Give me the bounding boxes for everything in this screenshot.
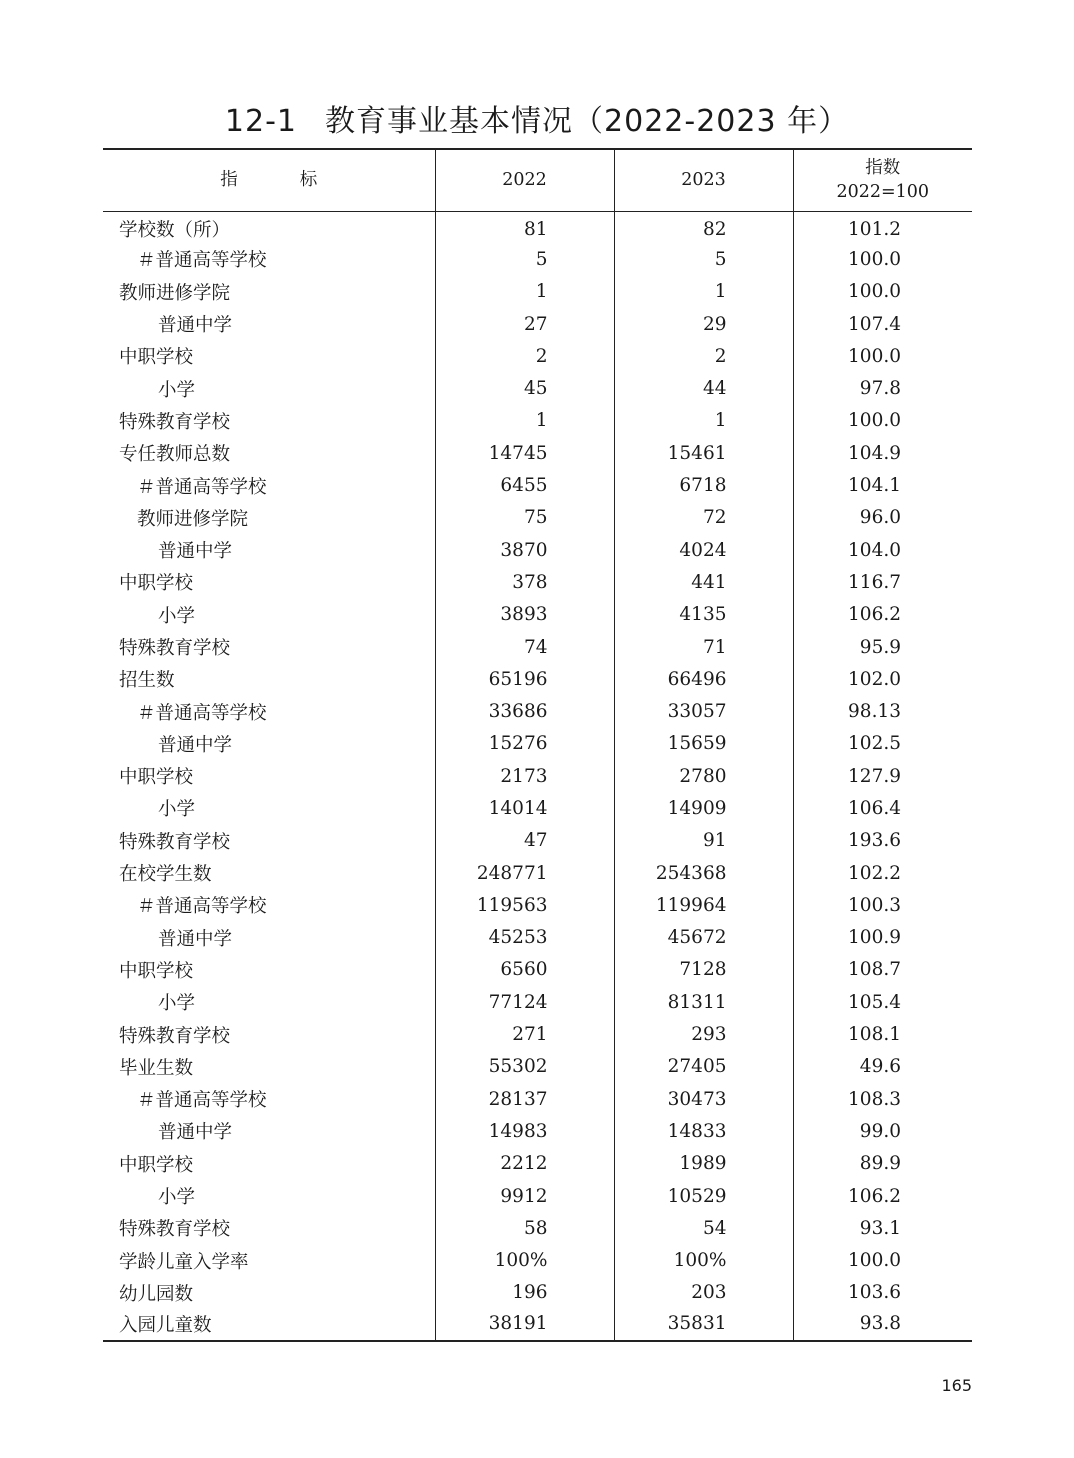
cell-2023: 2 (614, 340, 793, 372)
table-header (103, 149, 972, 211)
cell-2022: 81 (435, 211, 614, 243)
row-label: 学龄儿童入学率 (119, 1251, 249, 1273)
cell-2022: 77124 (435, 986, 614, 1018)
row-label: 中职学校 (119, 767, 194, 789)
cell-2023: 254368 (614, 857, 793, 889)
cell-2023: 91 (614, 825, 793, 857)
table-row (103, 760, 972, 792)
row-label: 毕业生数 (119, 1057, 194, 1079)
row-label: 招生数 (119, 670, 175, 692)
row-label: 普通中学 (158, 541, 233, 563)
cell-index: 101.2 (793, 211, 972, 243)
row-label: ＃普通高等学校 (137, 250, 267, 272)
cell-index: 108.1 (793, 1018, 972, 1050)
cell-2023: 30473 (614, 1083, 793, 1115)
header-2023: 2023 (614, 149, 793, 211)
cell-2023: 5 (614, 243, 793, 275)
row-label: 小学 (158, 605, 196, 627)
cell-2022: 74 (435, 631, 614, 663)
table-row (103, 792, 972, 824)
table-row (103, 857, 972, 889)
row-label: 中职学校 (119, 573, 194, 595)
cell-index: 49.6 (793, 1051, 972, 1083)
table-number: 12-1 (224, 104, 298, 139)
cell-index: 99.0 (793, 1115, 972, 1147)
cell-index: 89.9 (793, 1148, 972, 1180)
table-row (103, 1115, 972, 1147)
cell-index: 100.0 (793, 243, 972, 275)
table-row (103, 243, 972, 275)
cell-2022: 2212 (435, 1148, 614, 1180)
cell-2023: 29 (614, 308, 793, 340)
table-row (103, 1212, 972, 1244)
cell-index: 103.6 (793, 1277, 972, 1309)
table-row (103, 695, 972, 727)
row-label: 教师进修学院 (137, 508, 249, 530)
row-label: 普通中学 (158, 928, 233, 950)
cell-index: 106.2 (793, 599, 972, 631)
table-row (103, 631, 972, 663)
cell-2022: 75 (435, 502, 614, 534)
row-label: 中职学校 (119, 1154, 194, 1176)
cell-index: 100.0 (793, 405, 972, 437)
cell-2023: 10529 (614, 1180, 793, 1212)
cell-2023: 66496 (614, 663, 793, 695)
cell-2022: 38191 (435, 1309, 614, 1341)
cell-index: 104.1 (793, 469, 972, 501)
row-label: 入园儿童数 (103, 1309, 435, 1341)
table-row (103, 922, 972, 954)
table-row (103, 1083, 972, 1115)
row-label: 教师进修学院 (119, 282, 231, 304)
cell-2022: 55302 (435, 1051, 614, 1083)
table-row (103, 502, 972, 534)
cell-index: 95.9 (793, 631, 972, 663)
cell-2023: 33057 (614, 695, 793, 727)
cell-2022: 14014 (435, 792, 614, 824)
table-row (103, 372, 972, 404)
table-row (103, 1018, 972, 1050)
cell-index: 116.7 (793, 566, 972, 598)
header-index-line2: 2022=100 (836, 182, 930, 203)
cell-2022: 58 (435, 1212, 614, 1244)
cell-2023: 1 (614, 405, 793, 437)
cell-2022: 119563 (435, 889, 614, 921)
cell-index: 93.1 (793, 1212, 972, 1244)
row-label: ＃普通高等学校 (137, 1090, 267, 1112)
table-body (103, 211, 972, 1341)
education-stats-table (103, 148, 972, 1342)
table-row (103, 986, 972, 1018)
cell-index: 102.2 (793, 857, 972, 889)
cell-2022: 3893 (435, 599, 614, 631)
cell-index: 100.0 (793, 1245, 972, 1277)
cell-2023: 15461 (614, 437, 793, 469)
cell-2023: 81311 (614, 986, 793, 1018)
table-row (103, 405, 972, 437)
table-row (103, 825, 972, 857)
row-label: ＃普通高等学校 (137, 476, 267, 498)
cell-2023: 14909 (614, 792, 793, 824)
cell-index: 108.3 (793, 1083, 972, 1115)
page-number: 165 (941, 1376, 972, 1395)
table-row (103, 308, 972, 340)
cell-2022: 45 (435, 372, 614, 404)
row-label: 中职学校 (119, 347, 194, 369)
cell-2022: 1 (435, 276, 614, 308)
cell-2023: 293 (614, 1018, 793, 1050)
row-label: 中职学校 (119, 960, 194, 982)
table-row (103, 534, 972, 566)
row-label: 学校数（所） (119, 220, 231, 242)
cell-2023: 2780 (614, 760, 793, 792)
row-label: 在校学生数 (119, 864, 212, 886)
cell-2023: 203 (614, 1277, 793, 1309)
cell-index: 102.5 (793, 728, 972, 760)
cell-2022: 28137 (435, 1083, 614, 1115)
table-row (103, 1148, 972, 1180)
cell-2022: 1 (435, 405, 614, 437)
cell-2022: 2173 (435, 760, 614, 792)
cell-2023: 100% (614, 1245, 793, 1277)
cell-2023: 441 (614, 566, 793, 598)
table-row (103, 211, 972, 243)
row-label: 特殊教育学校 (119, 638, 231, 659)
table-title-text: 教育事业基本情况（2022-2023 年） (325, 104, 850, 139)
cell-2022: 47 (435, 825, 614, 857)
cell-2023: 44 (614, 372, 793, 404)
cell-2022: 6560 (435, 954, 614, 986)
cell-2023: 45672 (614, 922, 793, 954)
table-row (103, 599, 972, 631)
cell-index: 105.4 (793, 986, 972, 1018)
cell-2022: 15276 (435, 728, 614, 760)
cell-2022: 196 (435, 1277, 614, 1309)
cell-2023: 1989 (614, 1148, 793, 1180)
table-row (103, 276, 972, 308)
cell-2022: 14983 (435, 1115, 614, 1147)
cell-2023: 71 (614, 631, 793, 663)
cell-index: 100.0 (793, 340, 972, 372)
cell-2023: 7128 (614, 954, 793, 986)
cell-2022: 100% (435, 1245, 614, 1277)
header-2022: 2022 (435, 149, 614, 211)
table-row (103, 1180, 972, 1212)
cell-2022: 14745 (435, 437, 614, 469)
cell-2022: 27 (435, 308, 614, 340)
table-row (103, 1245, 972, 1277)
cell-2022: 3870 (435, 534, 614, 566)
cell-2023: 15659 (614, 728, 793, 760)
cell-2022: 6455 (435, 469, 614, 501)
row-label: 普通中学 (158, 734, 233, 756)
cell-2023: 54 (614, 1212, 793, 1244)
row-label: 小学 (158, 799, 196, 821)
cell-2022: 248771 (435, 857, 614, 889)
cell-2022: 5 (435, 243, 614, 275)
cell-index: 93.8 (793, 1309, 972, 1341)
cell-index: 108.7 (793, 954, 972, 986)
row-label: 小学 (158, 379, 196, 401)
row-label: 普通中学 (158, 1122, 233, 1144)
cell-index: 104.9 (793, 437, 972, 469)
cell-2022: 33686 (435, 695, 614, 727)
header-indicator (103, 149, 435, 211)
table-row (103, 1277, 972, 1309)
table-row (103, 1051, 972, 1083)
cell-index: 107.4 (793, 308, 972, 340)
cell-index: 96.0 (793, 502, 972, 534)
cell-index: 106.4 (793, 792, 972, 824)
cell-2022: 378 (435, 566, 614, 598)
cell-2023: 119964 (614, 889, 793, 921)
cell-index: 127.9 (793, 760, 972, 792)
cell-2022: 2 (435, 340, 614, 372)
cell-index: 102.0 (793, 663, 972, 695)
cell-index: 106.2 (793, 1180, 972, 1212)
cell-2023: 4135 (614, 599, 793, 631)
cell-index: 193.6 (793, 825, 972, 857)
cell-2023: 14833 (614, 1115, 793, 1147)
cell-2023: 6718 (614, 469, 793, 501)
cell-index: 98.13 (793, 695, 972, 727)
table-row (103, 1309, 972, 1341)
cell-2023: 27405 (614, 1051, 793, 1083)
table-row (103, 437, 972, 469)
table-row (103, 954, 972, 986)
row-label: 特殊教育学校 (119, 1025, 231, 1047)
cell-2022: 65196 (435, 663, 614, 695)
cell-2023: 4024 (614, 534, 793, 566)
row-label: 特殊教育学校 (119, 831, 231, 853)
cell-2022: 271 (435, 1018, 614, 1050)
table-row (103, 663, 972, 695)
table-row (103, 728, 972, 760)
row-label: 普通中学 (158, 315, 233, 337)
cell-index: 100.9 (793, 922, 972, 954)
cell-2022: 9912 (435, 1180, 614, 1212)
cell-2023: 1 (614, 276, 793, 308)
row-label: 特殊教育学校 (119, 1219, 231, 1241)
table-row (103, 340, 972, 372)
table-row (103, 566, 972, 598)
cell-2022: 45253 (435, 922, 614, 954)
row-label: 幼儿园数 (119, 1283, 194, 1305)
page-title (0, 96, 1074, 140)
row-label: ＃普通高等学校 (137, 702, 267, 724)
header-indicator-char-1: 指 (220, 170, 238, 191)
row-label: ＃普通高等学校 (137, 896, 267, 918)
cell-2023: 35831 (614, 1309, 793, 1341)
cell-index: 100.3 (793, 889, 972, 921)
cell-2023: 82 (614, 211, 793, 243)
cell-index: 97.8 (793, 372, 972, 404)
cell-2023: 72 (614, 502, 793, 534)
row-label: 小学 (158, 993, 196, 1015)
header-indicator-char-2: 标 (299, 170, 318, 191)
table-row (103, 469, 972, 501)
cell-index: 100.0 (793, 276, 972, 308)
header-index-line1: 指数 (865, 158, 901, 179)
row-label: 专任教师总数 (119, 444, 231, 466)
row-label: 小学 (158, 1187, 196, 1209)
row-label: 特殊教育学校 (119, 411, 231, 433)
header-row (103, 149, 972, 211)
cell-index: 104.0 (793, 534, 972, 566)
table-row (103, 889, 972, 921)
header-index (793, 149, 972, 211)
